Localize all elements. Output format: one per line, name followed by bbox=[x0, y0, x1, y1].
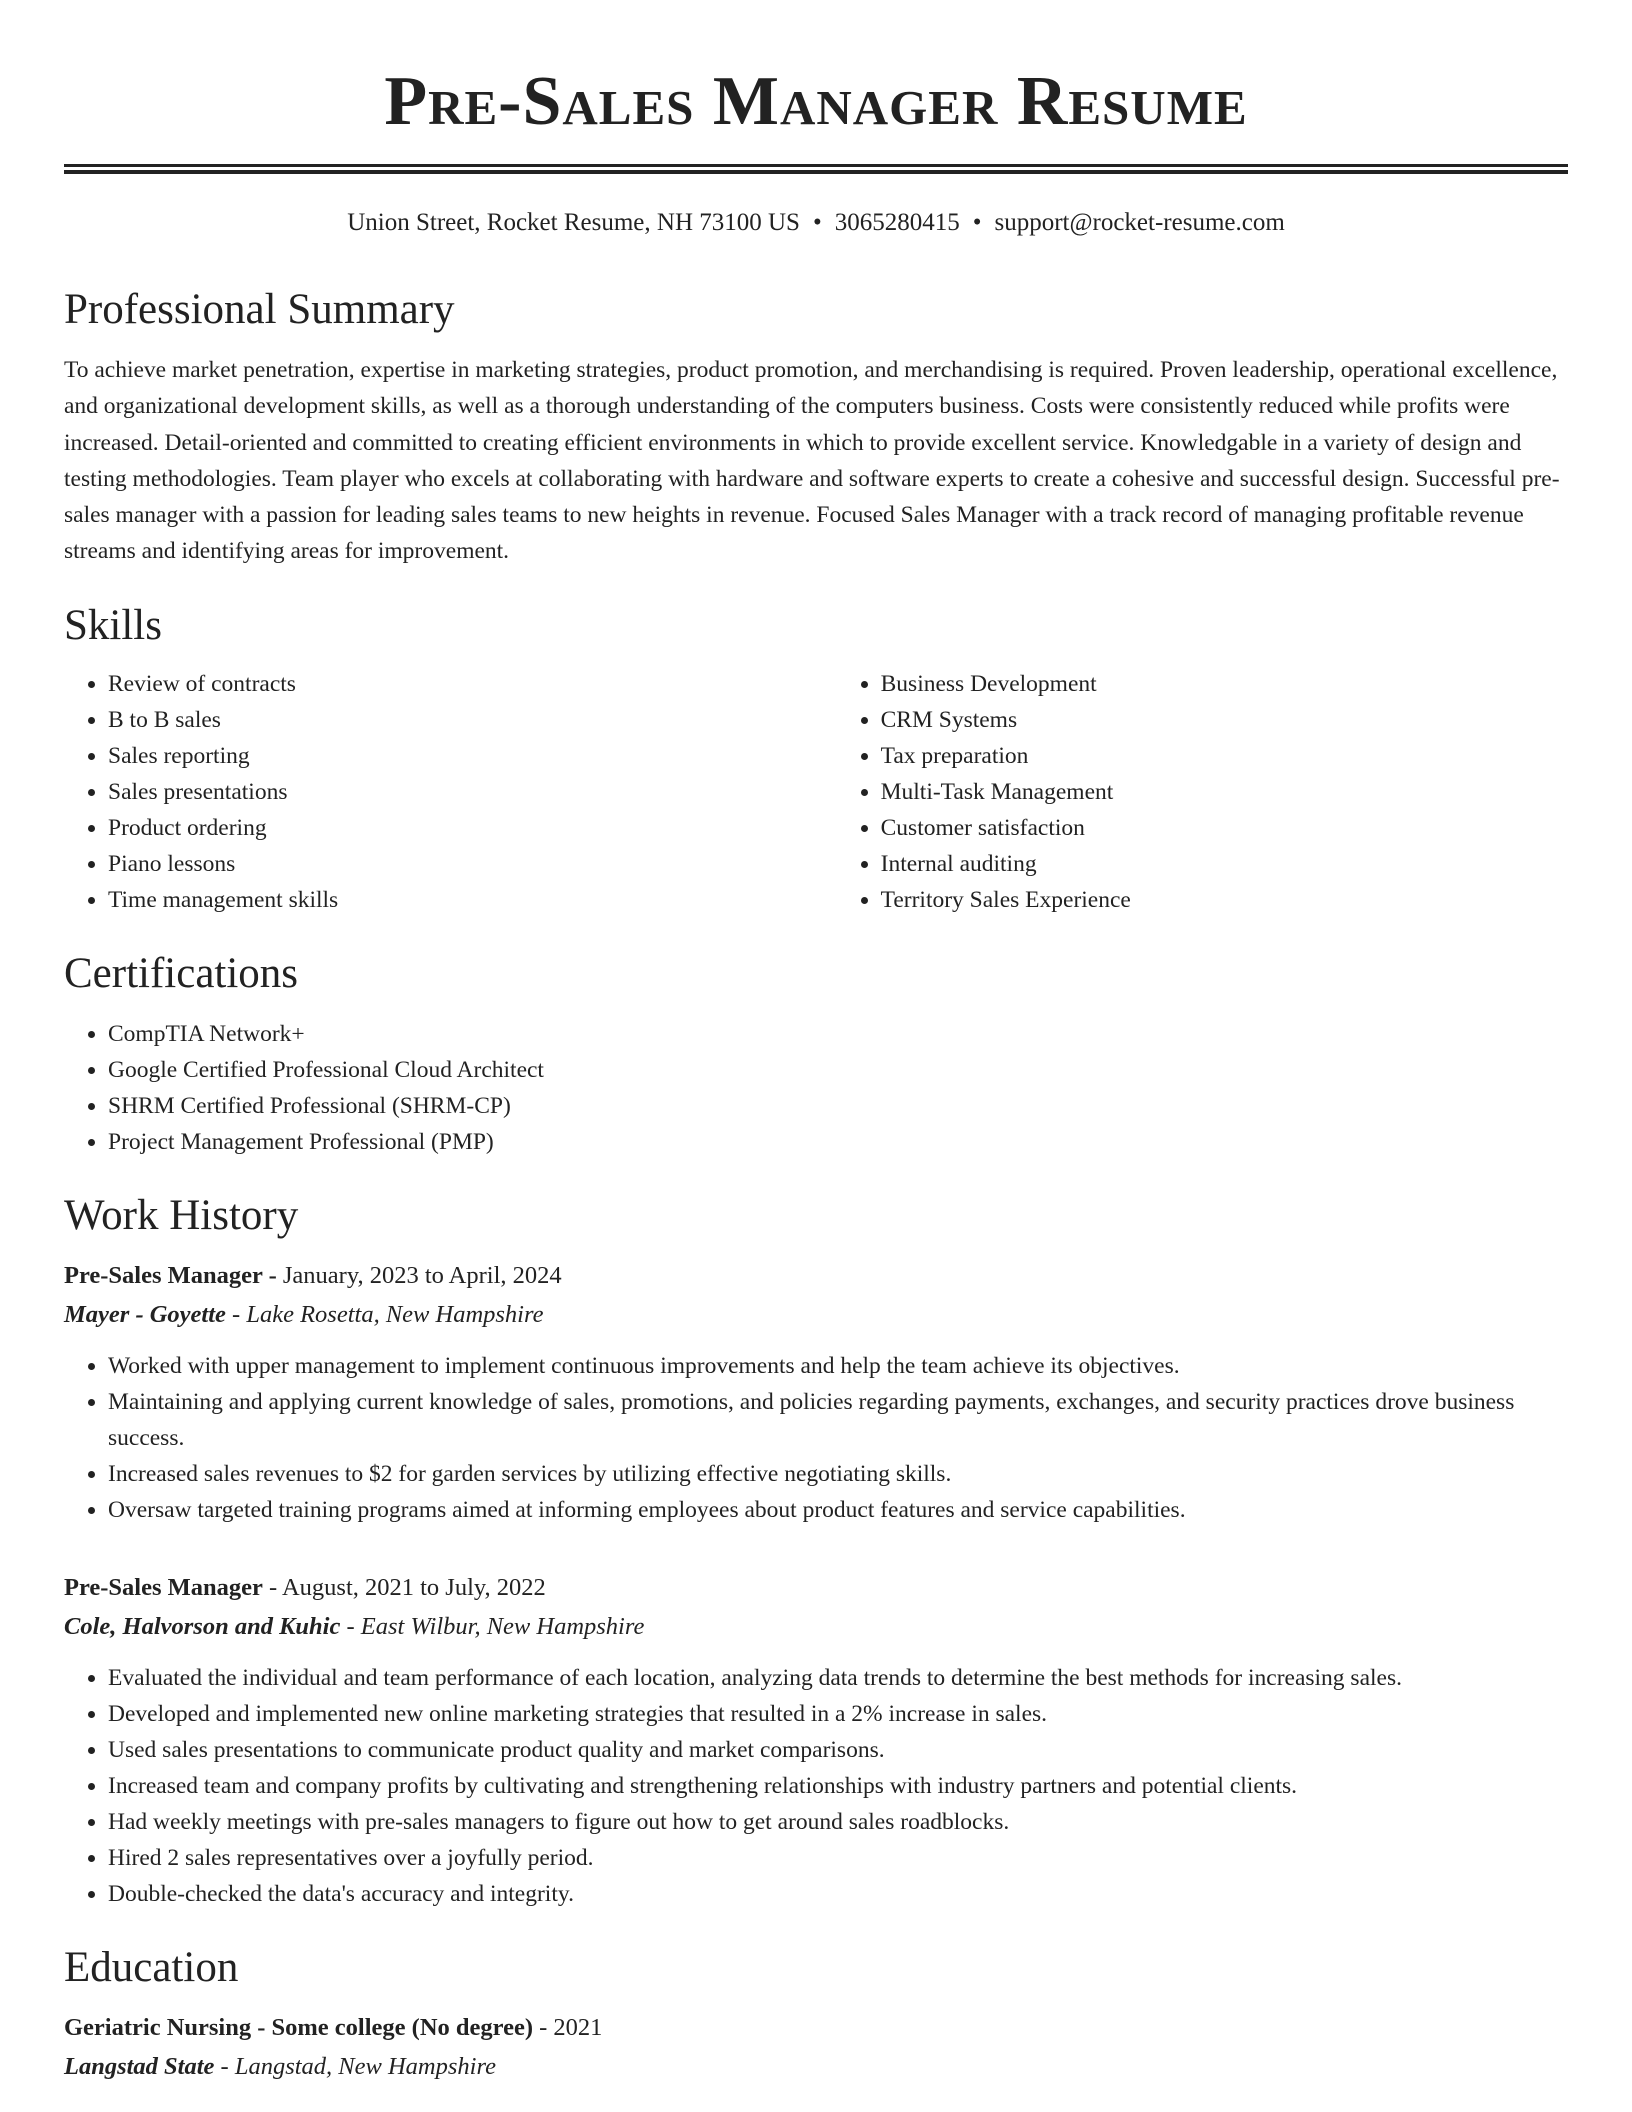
job-bullet: • Developed and implemented new online marketing strategies that resulted in a 2% increase in sales. bbox=[108, 1696, 1568, 1732]
job-bullet: • Increased sales revenues to $2 for garden services by utilizing effective negotiating skills. bbox=[108, 1456, 1568, 1492]
education-header bbox=[64, 2008, 1568, 2047]
skill-item: • Business Development bbox=[881, 666, 1568, 702]
job-title: Pre-Sales Manager bbox=[64, 1261, 263, 1289]
skill-item: • Review of contracts bbox=[108, 666, 837, 702]
education-entry bbox=[64, 2008, 1568, 2086]
job-header bbox=[64, 1256, 1568, 1295]
contact-separator: • bbox=[972, 209, 982, 236]
work-history-heading: Work History bbox=[64, 1191, 299, 1239]
skills-section bbox=[64, 600, 1568, 918]
contact-address: Union Street, Rocket Resume, NH 73100 US bbox=[347, 209, 800, 236]
skill-item: • Customer satisfaction bbox=[881, 810, 1568, 846]
certifications-section bbox=[64, 948, 1568, 1160]
skills-heading: Skills bbox=[64, 601, 162, 649]
education-section bbox=[64, 1942, 1568, 2086]
contact-phone: 3065280415 bbox=[834, 209, 960, 236]
job-entry bbox=[64, 1568, 1568, 1912]
job-employer bbox=[64, 1607, 1568, 1646]
summary-text: To achieve market penetration, expertise in marketing strategies, product promotion, and merchandising is required. Proven leadership, operational excellence, and organizational development skills, as well as a thorough understanding of the computers business. Costs were consistently reduced while profits were increased. Detail-oriented and committed to creating efficient environments in which to provide excellent service. Knowledgable in a variety of design and testing methodologies. Team player who excels at collaborating with hardware and software experts to create a cohesive and successful design. Successful pre-sales manager with a passion for leading sales teams to new heights in revenue. Focused Sales Manager with a track record of managing profitable revenue streams and identifying areas for improvement. bbox=[64, 357, 1560, 565]
job-entry bbox=[64, 1256, 1568, 1528]
education-location: Langstad, New Hampshire bbox=[234, 2052, 496, 2080]
job-bullet: • Oversaw targeted training programs aimed at informing employees about product features and service capabilities. bbox=[108, 1492, 1568, 1528]
job-title: Pre-Sales Manager bbox=[64, 1573, 263, 1601]
education-degree: Geriatric Nursing - Some college (No degree) bbox=[64, 2013, 533, 2041]
certifications-heading: Certifications bbox=[64, 949, 299, 997]
job-location: East Wilbur, New Hampshire bbox=[360, 1612, 645, 1640]
certification-item: • CompTIA Network+ bbox=[108, 1016, 1568, 1052]
education-year: 2021 bbox=[553, 2013, 603, 2041]
education-dash: - bbox=[214, 2052, 235, 2080]
job-bullet: • Used sales presentations to communicate product quality and market comparisons. bbox=[108, 1732, 1568, 1768]
job-company: Cole, Halvorson and Kuhic bbox=[64, 1612, 341, 1640]
certification-item: • Google Certified Professional Cloud Architect bbox=[108, 1052, 1568, 1088]
skill-item: • Sales presentations bbox=[108, 774, 837, 810]
certification-item: • SHRM Certified Professional (SHRM-CP) bbox=[108, 1088, 1568, 1124]
summary-section bbox=[64, 284, 1568, 570]
skill-item: • Internal auditing bbox=[881, 846, 1568, 882]
contact-separator: • bbox=[812, 209, 822, 236]
job-dates: January, 2023 to April, 2024 bbox=[282, 1261, 562, 1289]
job-header bbox=[64, 1568, 1568, 1607]
job-bullet: • Had weekly meetings with pre-sales managers to figure out how to get around sales roadblocks. bbox=[108, 1804, 1568, 1840]
job-bullet: • Increased team and company profits by cultivating and strengthening relationships with industry partners and potential clients. bbox=[108, 1768, 1568, 1804]
job-bullet: • Evaluated the individual and team performance of each location, analyzing data trends to determine the best methods for increasing sales. bbox=[108, 1660, 1568, 1696]
skill-item: • CRM Systems bbox=[881, 702, 1568, 738]
contact-email: support@rocket-resume.com bbox=[994, 209, 1285, 236]
job-dash: - bbox=[340, 1612, 361, 1640]
job-bullet: • Maintaining and applying current knowledge of sales, promotions, and policies regarding payments, exchanges, and security practices drove business success. bbox=[108, 1384, 1568, 1456]
job-dash: - bbox=[262, 1261, 283, 1289]
job-bullets bbox=[64, 1660, 1568, 1912]
job-dash: - bbox=[262, 1573, 282, 1601]
job-company: Mayer - Goyette bbox=[64, 1300, 226, 1328]
summary-heading: Professional Summary bbox=[64, 286, 455, 333]
job-bullet: • Hired 2 sales representatives over a joyfully period. bbox=[108, 1840, 1568, 1876]
certifications-list bbox=[64, 1016, 1568, 1160]
certification-item: • Project Management Professional (PMP) bbox=[108, 1124, 1568, 1160]
job-location: Lake Rosetta, New Hampshire bbox=[246, 1300, 544, 1328]
skills-grid bbox=[64, 666, 1568, 918]
education-heading: Education bbox=[64, 1943, 239, 1991]
job-dates: August, 2021 to July, 2022 bbox=[281, 1573, 546, 1601]
job-bullet: • Worked with upper management to implement continuous improvements and help the team achieve its objectives. bbox=[108, 1348, 1568, 1384]
work-history-section bbox=[64, 1190, 1568, 1912]
job-dash: - bbox=[225, 1300, 247, 1328]
skills-list-right bbox=[837, 666, 1568, 918]
skill-item: • Territory Sales Experience bbox=[881, 882, 1568, 918]
skill-item: • Time management skills bbox=[108, 882, 837, 918]
job-bullet: • Double-checked the data's accuracy and integrity. bbox=[108, 1876, 1568, 1912]
job-bullets bbox=[64, 1348, 1568, 1528]
education-dash: - bbox=[532, 2013, 554, 2041]
skill-item: • Product ordering bbox=[108, 810, 837, 846]
skill-item: • Tax preparation bbox=[881, 738, 1568, 774]
skill-item: • Piano lessons bbox=[108, 846, 837, 882]
job-employer bbox=[64, 1295, 1568, 1334]
skill-item: • Multi-Task Management bbox=[881, 774, 1568, 810]
contact-line bbox=[64, 206, 1568, 240]
page-title: Pre-Sales Manager Resume bbox=[384, 63, 1248, 140]
skill-item: • Sales reporting bbox=[108, 738, 837, 774]
title-divider bbox=[64, 164, 1568, 174]
education-school-line bbox=[64, 2047, 1568, 2086]
skills-list-left bbox=[64, 666, 837, 918]
skill-item: • B to B sales bbox=[108, 702, 837, 738]
education-school: Langstad State bbox=[64, 2052, 215, 2080]
